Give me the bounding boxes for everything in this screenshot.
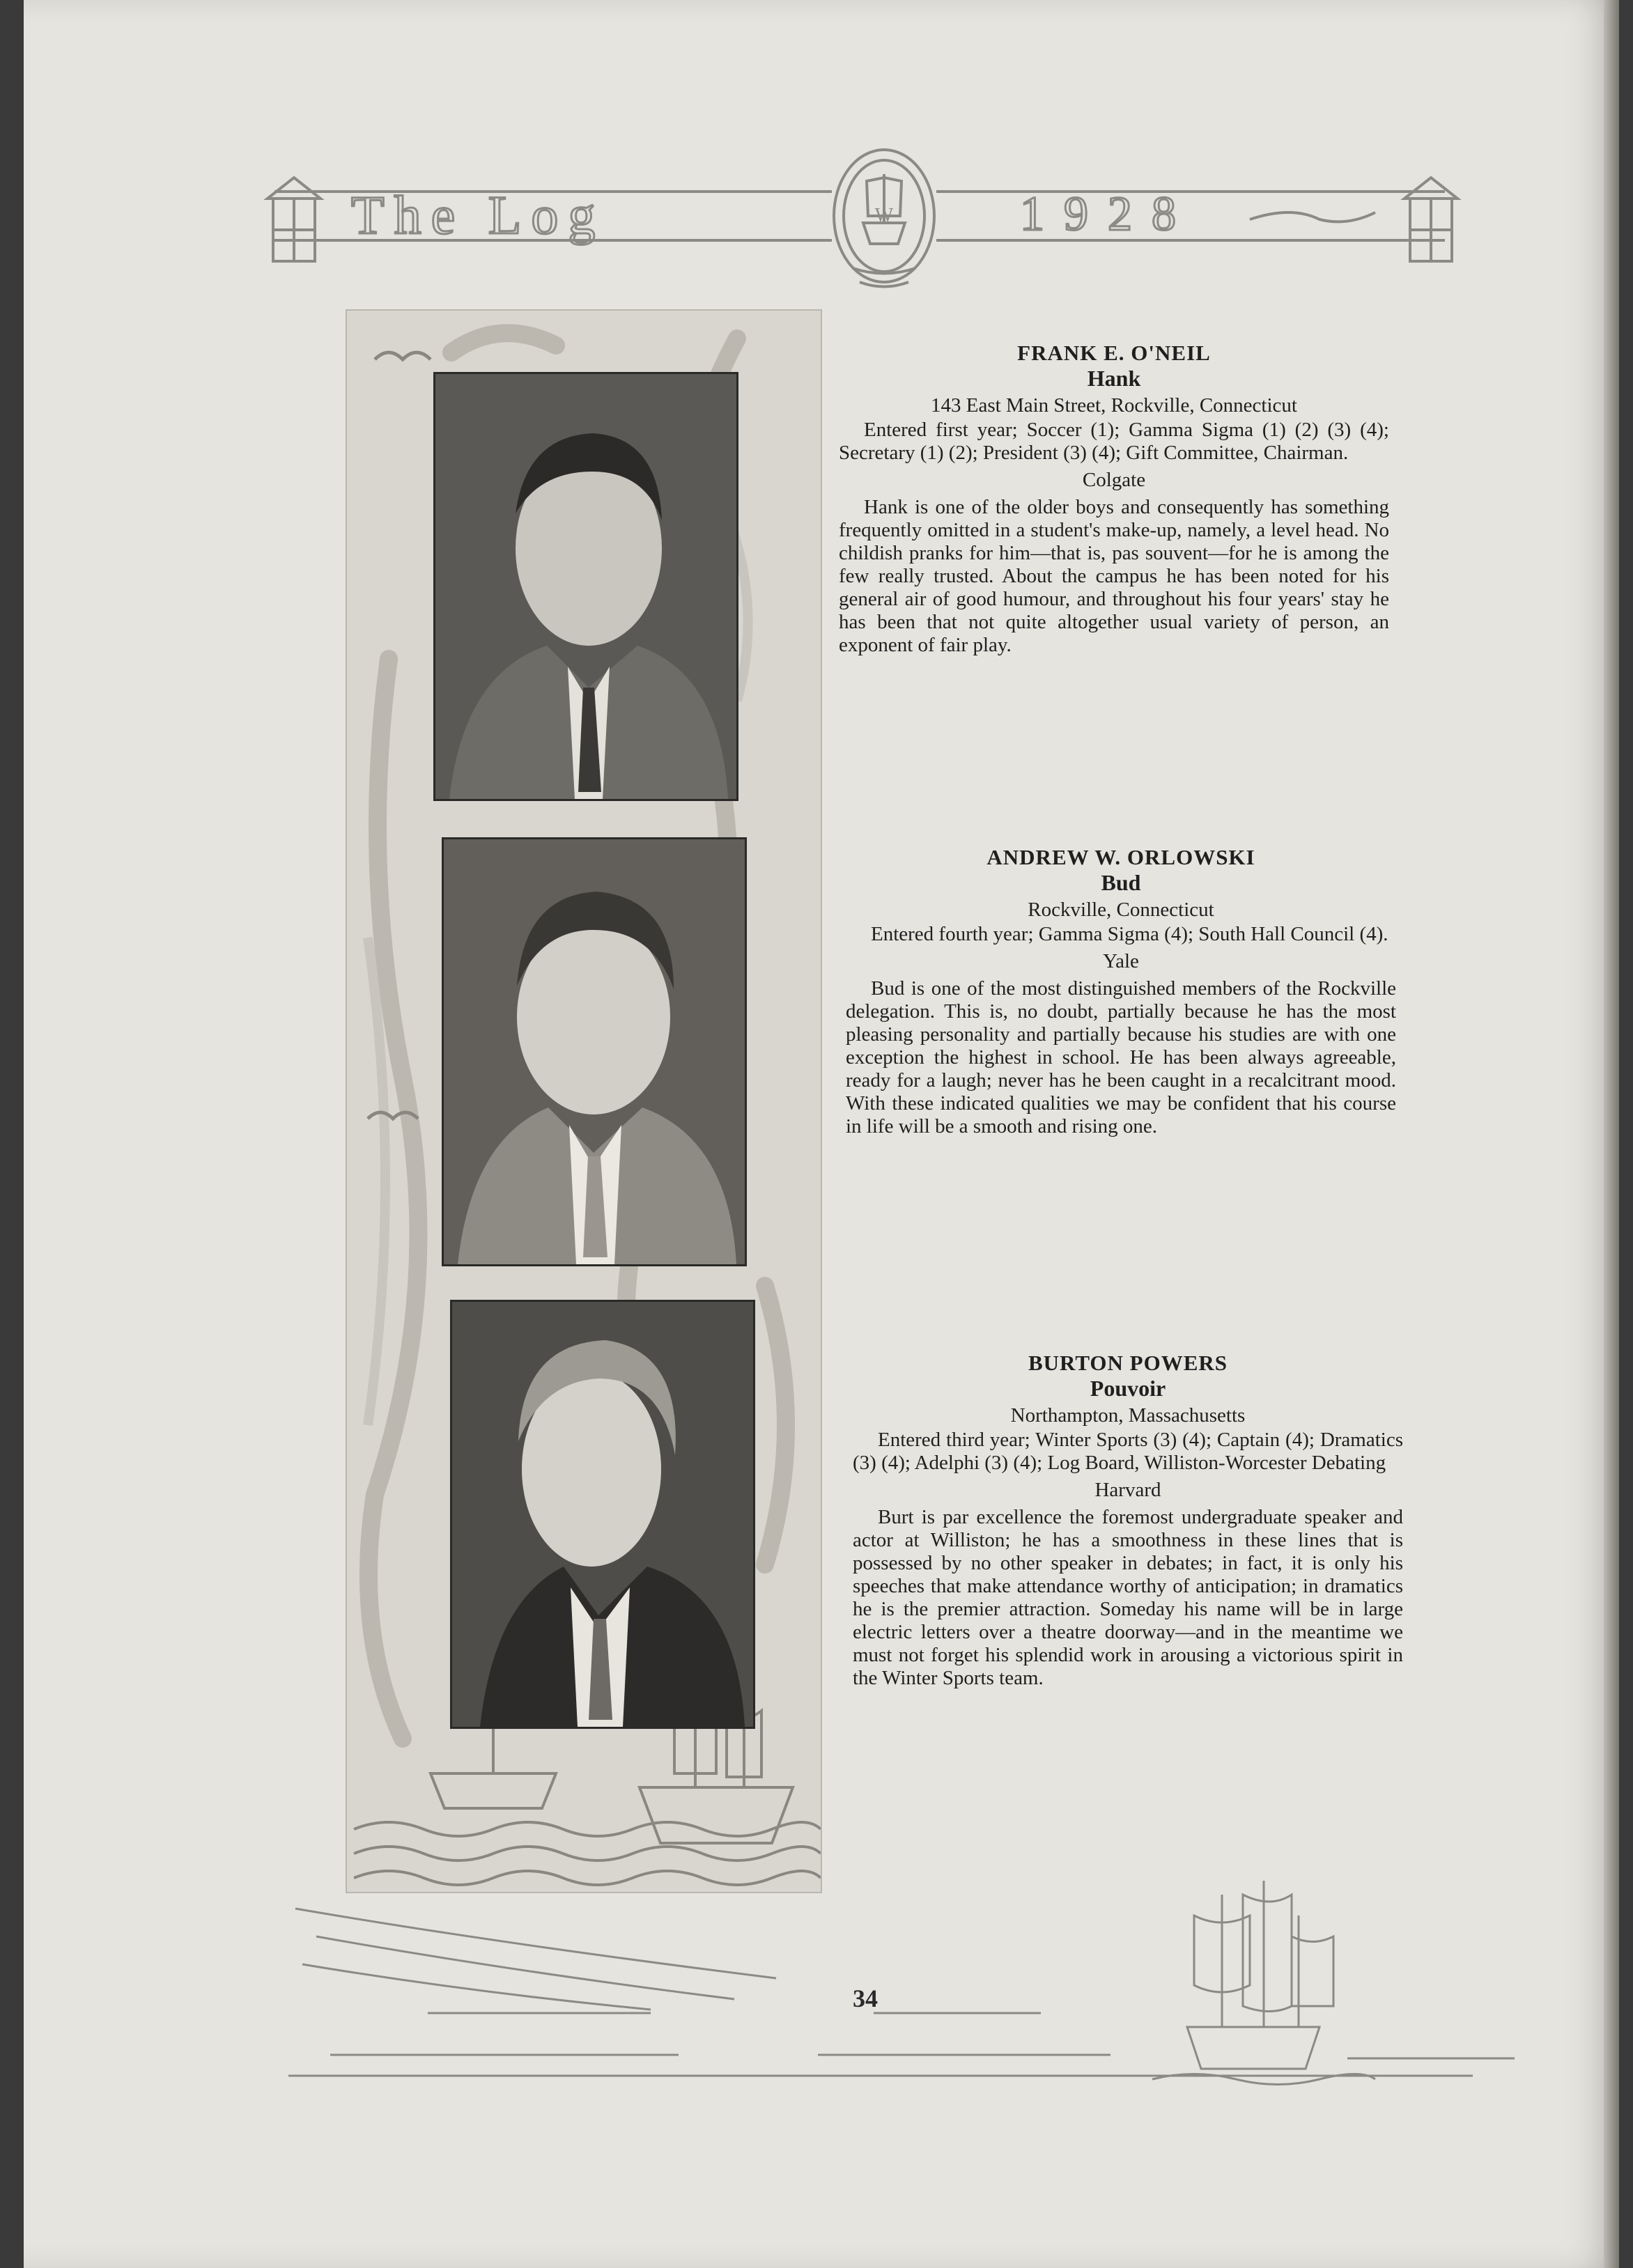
page-edge-shadow	[1604, 0, 1619, 2268]
yearbook-page	[24, 0, 1619, 2268]
entry-record: Entered third year; Winter Sports (3) (4); Captain (4); Dramatics (3) (4); Adelphi (3) (4); Log Board, Williston-Worcester Debating	[853, 1429, 1403, 1474]
header-title: The Log	[351, 185, 605, 245]
entry-college: Harvard	[1094, 1479, 1161, 1501]
svg-text:W: W	[874, 205, 894, 226]
portrait-panel	[346, 309, 822, 1893]
portrait-frank-oneil	[433, 372, 738, 801]
portrait-photo	[435, 374, 736, 799]
footer-ship-illustration	[288, 1867, 1528, 2097]
portrait-burton-powers	[450, 1300, 755, 1729]
entry-name: BURTON POWERS	[1028, 1351, 1228, 1375]
entry-record: Entered fourth year; Gamma Sigma (4); South Hall Council (4).	[871, 923, 1388, 945]
entry-andrew-orlowski	[846, 846, 1396, 1138]
entry-record: Entered first year; Soccer (1); Gamma Sigma (1) (2) (3) (4); Secretary (1) (2); President (3) (4); Gift Committee, Chairman.	[839, 419, 1389, 464]
entry-name: FRANK E. O'NEIL	[1017, 341, 1211, 365]
portrait-photo	[444, 839, 745, 1264]
entry-name: ANDREW W. ORLOWSKI	[986, 845, 1255, 869]
portrait-photo	[452, 1302, 753, 1727]
entry-bio: Bud is one of the most distinguished members of the Rockville delegation. This is, no doubt, partially because he has the most pleasing personality and partially because his studies are with one exception the highest in school. He has been always agreeable, ready for a laugh; never has he been caught in a recalcitrant mood. With these indicated qualities we may be confident that his course in life will be a smooth and rising one.	[846, 977, 1396, 1137]
entry-frank-oneil	[839, 341, 1389, 657]
entry-burton-powers	[853, 1351, 1403, 1690]
entry-bio: Hank is one of the older boys and consequently has something frequently omitted in a student's make-up, namely, a level head. No childish pranks for him—that is, pas souvent—for he is among the few really trusted. About the campus he has been noted for his general air of good humour, and throughout his four years' stay he has been that not quite altogether usual variety of person, an exponent of fair play.	[839, 496, 1389, 656]
entry-address: 143 East Main Street, Rockville, Connecticut	[931, 394, 1297, 417]
page-number: 34	[853, 1984, 878, 2012]
entry-college: Colgate	[1082, 469, 1146, 491]
entry-nickname: Bud	[1101, 870, 1141, 895]
portrait-andrew-orlowski	[442, 837, 747, 1266]
header-banner	[233, 139, 1487, 300]
entry-college: Yale	[1103, 950, 1139, 972]
entry-bio: Burt is par excellence the foremost undergraduate speaker and actor at Williston; he has a smoothness in these lines that is possessed by no other speaker in debates; in fact, it is only his speeches that make attendance worthy of anticipation; in dramatics he is the premier attraction. Someday his name will be in large electric letters over a theatre doorway—and in the meantime we must not forget his splendid work in arousing a victorious spirit in the Winter Sports team.	[853, 1506, 1403, 1689]
entry-address: Northampton, Massachusetts	[1010, 1404, 1246, 1427]
entry-nickname: Pouvoir	[1090, 1376, 1166, 1401]
entry-address: Rockville, Connecticut	[1028, 899, 1214, 921]
entry-nickname: Hank	[1087, 366, 1141, 391]
header-year: 1928	[1020, 187, 1195, 241]
